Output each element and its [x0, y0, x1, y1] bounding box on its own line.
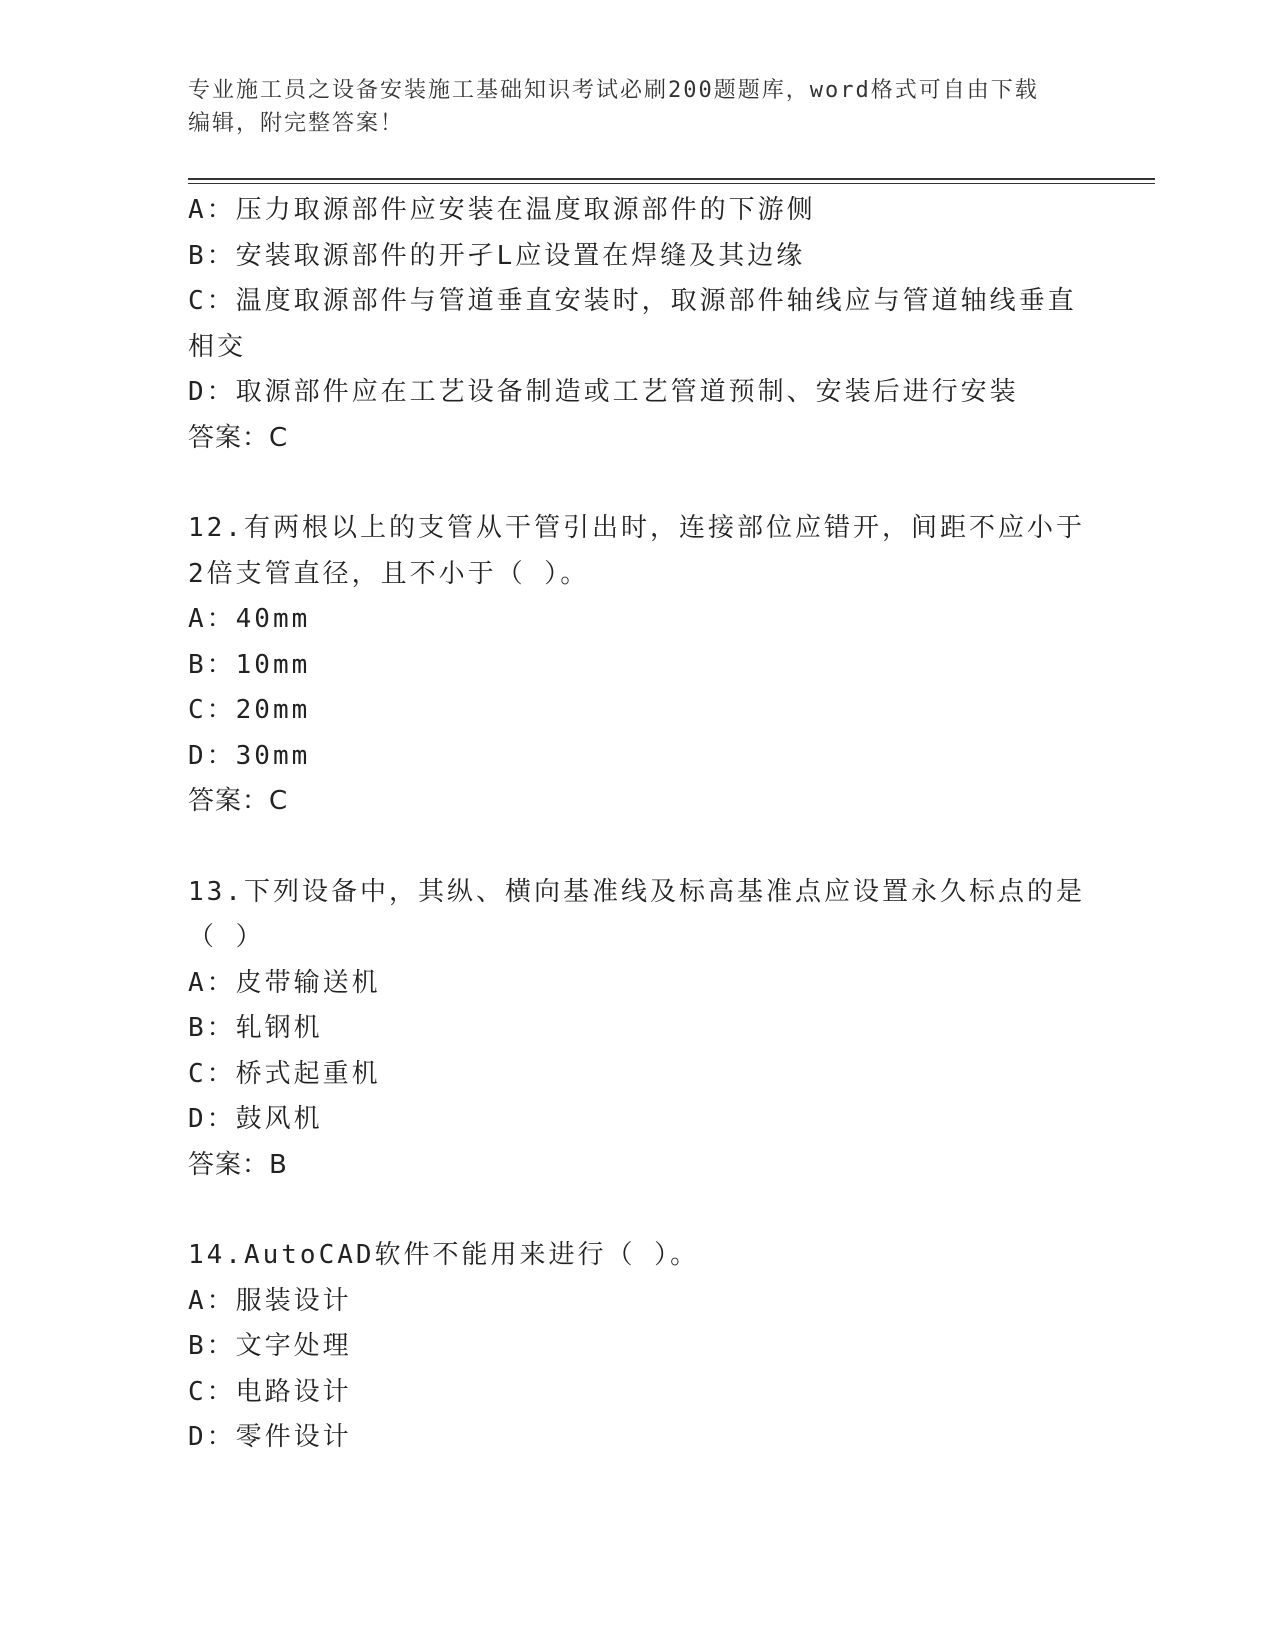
question-12 — [188, 506, 1088, 825]
header-title-line-2: 编辑，附完整答案！ — [188, 111, 405, 136]
option-c: C：桥式起重机 — [188, 1058, 381, 1089]
question-list — [188, 188, 1088, 1461]
question-stem: 14.AutoCAD软件不能用来进行（ ）。 — [188, 1240, 700, 1270]
option-b: B：10mm — [188, 649, 311, 680]
option-c: C：温度取源部件与管道垂直安装时，取源部件轴线应与管道轴线垂直 — [188, 286, 1077, 316]
question-stem-continued: 2倍支管直径，且不小于（ ）。 — [188, 558, 590, 589]
question-stem: 13.下列设备中，其纵、横向基准线及标高基准点应设置永久标点的是 — [188, 876, 1085, 907]
option-d: D：取源部件应在工艺设备制造或工艺管道预制、安装后进行安装 — [188, 377, 1019, 407]
option-c-continued: 相交 — [188, 331, 247, 362]
question-stem: 12.有两根以上的支管从干管引出时，连接部位应错开，间距不应小于 — [188, 513, 1085, 543]
option-a: A：服装设计 — [188, 1285, 352, 1316]
spacer — [188, 461, 1088, 506]
option-a: A：压力取源部件应安装在温度取源部件的下游侧 — [188, 195, 816, 225]
header-divider-thin — [188, 183, 1155, 184]
option-c: C：20mm — [188, 695, 311, 725]
option-a: A：皮带输送机 — [188, 967, 381, 998]
answer-label: 答案：B — [188, 1149, 288, 1180]
spacer — [188, 825, 1088, 870]
question-stem-continued: （ ） — [188, 922, 265, 952]
question-14 — [188, 1233, 1088, 1461]
answer-label: 答案：C — [188, 422, 289, 453]
header-title-line-1: 专业施工员之设备安装施工基础知识考试必刷200题题库，word格式可自由下载 — [188, 78, 1039, 103]
document-header — [188, 74, 1068, 140]
option-d: D：30mm — [188, 740, 311, 771]
spacer — [188, 1188, 1088, 1233]
option-b: B：安装取源部件的开孑L应设置在焊缝及其边缘 — [188, 240, 806, 271]
header-divider-thick — [188, 178, 1155, 180]
option-d: D：零件设计 — [188, 1422, 352, 1452]
answer-label: 答案：C — [188, 786, 289, 816]
option-b: B：轧钢机 — [188, 1013, 323, 1043]
option-a: A：40mm — [188, 604, 311, 634]
question-13 — [188, 870, 1088, 1189]
option-c: C：电路设计 — [188, 1376, 352, 1407]
question-11 — [188, 188, 1088, 461]
option-b: B：文字处理 — [188, 1331, 352, 1361]
option-d: D：鼓风机 — [188, 1104, 323, 1134]
